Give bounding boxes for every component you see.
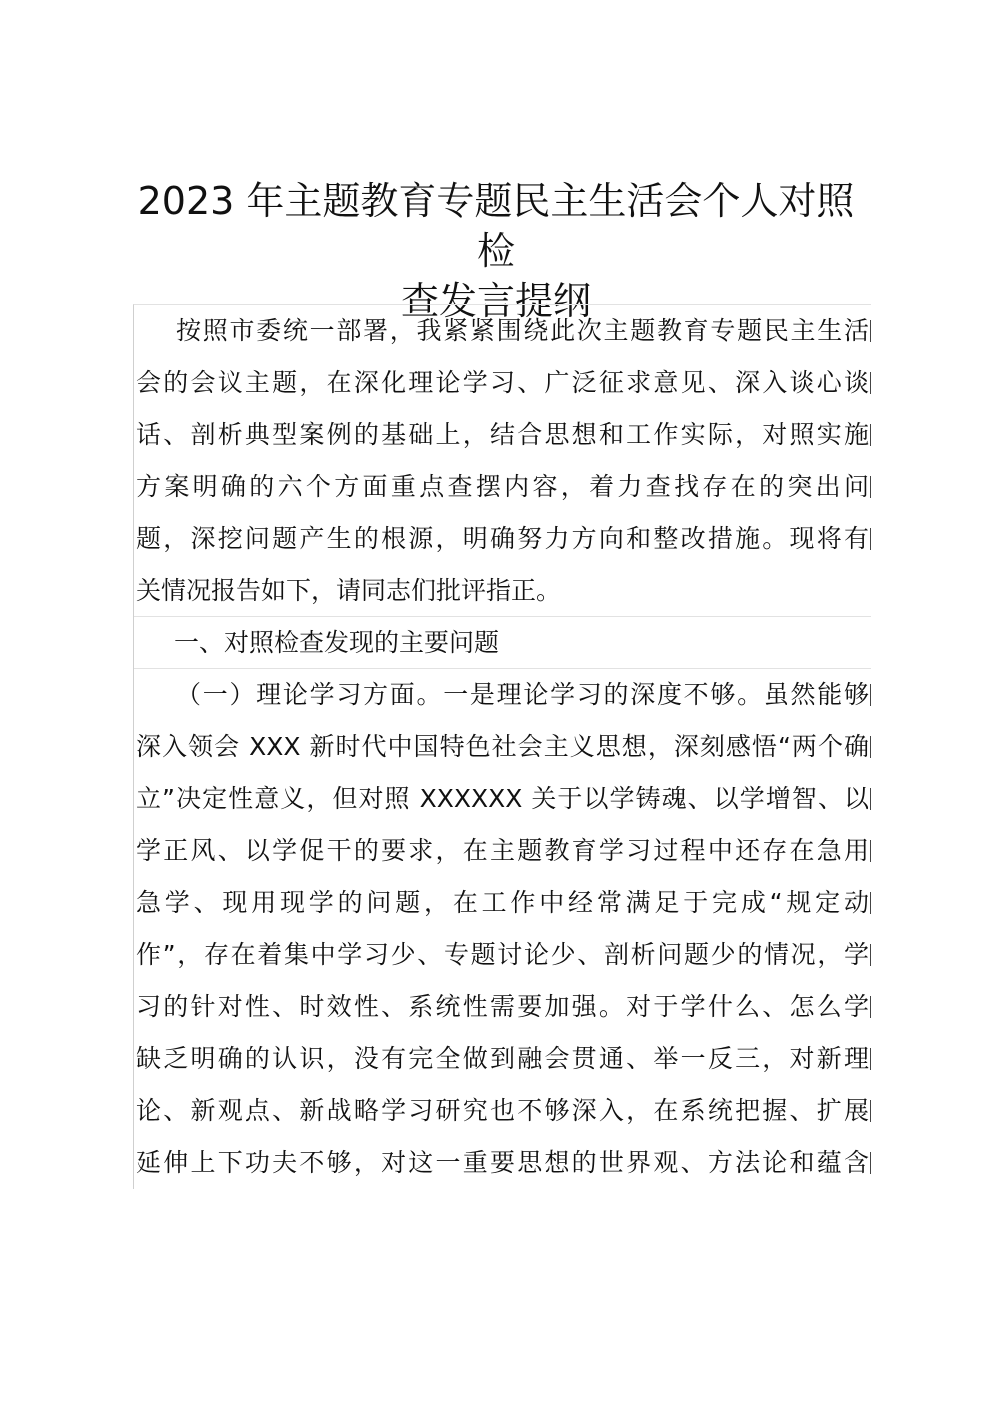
section-line: 深入领会 XXX 新时代中国特色社会主义思想，深刻感悟“两个确 [136, 732, 869, 761]
section-line: 论、新观点、新战略学习研究也不够深入，在系统把握、扩展 [136, 1096, 869, 1125]
section-line: 延伸上下功夫不够，对这一重要思想的世界观、方法论和蕴含 [136, 1148, 869, 1177]
margin-mark [870, 788, 871, 810]
section-line: 学正风、以学促干的要求，在主题教育学习过程中还存在急用 [136, 836, 869, 865]
section-heading: 一、对照检查发现的主要问题 [174, 628, 500, 657]
section-line: 习的针对性、时效性、系统性需要加强。对于学什么、怎么学 [136, 992, 869, 1021]
margin-mark [870, 424, 871, 446]
margin-mark [870, 736, 871, 758]
title-line-1: 2023 年主题教育专题民主生活会个人对照检 [137, 179, 855, 273]
margin-mark [870, 944, 871, 966]
title-line-2: 查发言提纲 [400, 279, 591, 323]
intro-line: 会的会议主题，在深化理论学习、广泛征求意见、深入谈心谈 [136, 368, 869, 397]
margin-mark [870, 892, 871, 914]
margin-mark [870, 684, 871, 706]
intro-line: 方案明确的六个方面重点查摆内容，着力查找存在的突出问 [136, 472, 869, 501]
margin-mark [870, 528, 871, 550]
intro-line: 话、剖析典型案例的基础上，结合思想和工作实际，对照实施 [136, 420, 869, 449]
margin-mark [870, 1048, 871, 1070]
margin-mark [870, 320, 871, 342]
margin-mark [870, 476, 871, 498]
document-body [133, 304, 871, 1189]
margin-mark [870, 996, 871, 1018]
margin-mark [870, 1152, 871, 1174]
section-line: 立”决定性意义，但对照 XXXXXX 关于以学铸魂、以学增智、以 [136, 784, 869, 813]
section-line: 作”，存在着集中学习少、专题讨论少、剖析问题少的情况，学 [136, 940, 869, 969]
intro-line: 关情况报告如下，请同志们批评指正。 [136, 576, 562, 605]
margin-mark [870, 840, 871, 862]
margin-mark [870, 1100, 871, 1122]
section-line: 急学、现用现学的问题，在工作中经常满足于完成“规定动 [136, 888, 869, 917]
intro-line: 题，深挖问题产生的根源，明确努力方向和整改措施。现将有 [136, 524, 869, 553]
section-line: 缺乏明确的认识，没有完全做到融会贯通、举一反三，对新理 [136, 1044, 869, 1073]
intro-line: 按照市委统一部署，我紧紧围绕此次主题教育专题民主生活 [176, 316, 869, 345]
section-line: （一）理论学习方面。一是理论学习的深度不够。虽然能够 [176, 680, 869, 709]
margin-mark [870, 372, 871, 394]
